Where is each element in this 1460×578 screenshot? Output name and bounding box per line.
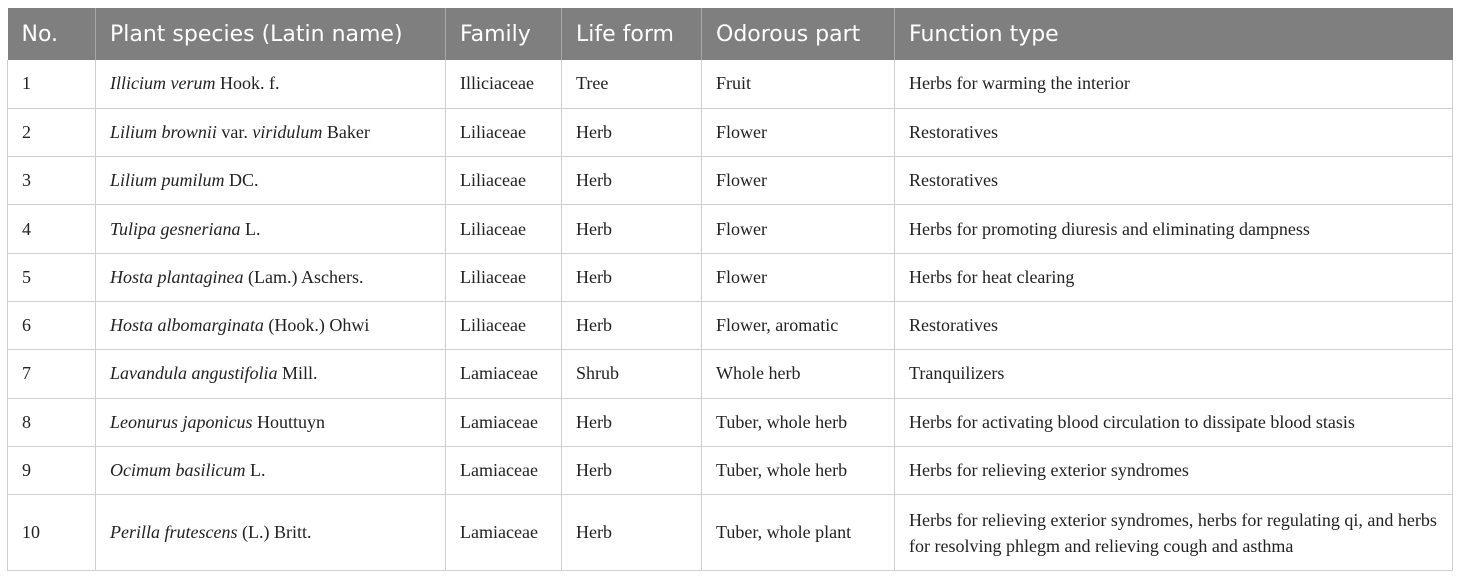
- cell-species: [96, 398, 446, 446]
- cell-function-type: Tranquilizers: [895, 350, 1453, 398]
- header-function-type: Function type: [909, 21, 1059, 47]
- cell-no: 1: [8, 60, 96, 108]
- latin-name: Illicium verum: [110, 73, 216, 94]
- header-life-form: Life form: [562, 8, 702, 60]
- cell-no: 4: [8, 205, 96, 253]
- authority: L.: [240, 218, 261, 239]
- table-row: [8, 446, 1453, 494]
- cell-family: Liliaceae: [446, 253, 562, 301]
- cell-life-form: Herb: [562, 495, 702, 571]
- cell-species: [96, 108, 446, 156]
- table-row: [8, 108, 1453, 156]
- cell-function-type: Herbs for promoting diuresis and eliminating dampness: [895, 205, 1453, 253]
- latin-name: Ocimum basilicum: [110, 460, 246, 481]
- latin-name: Lavandula angustifolia: [110, 363, 278, 384]
- cell-odorous-part: Flower: [702, 157, 895, 205]
- cell-family: Liliaceae: [446, 205, 562, 253]
- latin-name: Hosta plantaginea: [110, 266, 244, 287]
- cell-family: Lamiaceae: [446, 495, 562, 571]
- table-row: [8, 301, 1453, 349]
- cell-function-type: Restoratives: [895, 157, 1453, 205]
- cell-odorous-part: Flower, aromatic: [702, 301, 895, 349]
- table-header-row: [8, 8, 1453, 60]
- authority: Baker: [322, 121, 370, 142]
- cell-life-form: Herb: [562, 446, 702, 494]
- header-odorous-part: Odorous part: [702, 8, 895, 60]
- cell-family: Lamiaceae: [446, 398, 562, 446]
- cell-life-form: Tree: [562, 60, 702, 108]
- cell-species: [96, 495, 446, 571]
- authority: L.: [245, 460, 266, 481]
- authority: (Lam.) Aschers.: [243, 266, 364, 287]
- cell-function-type: Herbs for warming the interior: [895, 60, 1453, 108]
- authority: (L.) Britt.: [237, 522, 312, 543]
- cell-no: 7: [8, 350, 96, 398]
- cell-no: 3: [8, 157, 96, 205]
- authority: Hook. f.: [215, 73, 280, 94]
- cell-species: [96, 253, 446, 301]
- cell-species: [96, 60, 446, 108]
- rank-marker: var.: [216, 121, 253, 142]
- cell-species: [96, 157, 446, 205]
- header-plant-species: Plant species (Latin name): [96, 8, 446, 60]
- cell-species: [96, 205, 446, 253]
- cell-no: 2: [8, 108, 96, 156]
- authority: Houttuyn: [252, 411, 326, 432]
- cell-odorous-part: Flower: [702, 108, 895, 156]
- table-row: [8, 495, 1453, 571]
- cell-life-form: Shrub: [562, 350, 702, 398]
- cell-function-type: Herbs for relieving exterior syndromes: [895, 446, 1453, 494]
- cell-family: Lamiaceae: [446, 446, 562, 494]
- table-row: [8, 205, 1453, 253]
- cell-family: Illiciaceae: [446, 60, 562, 108]
- cell-family: Lamiaceae: [446, 350, 562, 398]
- cell-odorous-part: Whole herb: [702, 350, 895, 398]
- cell-function-type: Herbs for heat clearing: [895, 253, 1453, 301]
- latin-name-infraspecific: viridulum: [252, 121, 323, 142]
- latin-name: Tulipa gesneriana: [110, 218, 241, 239]
- cell-life-form: Herb: [562, 157, 702, 205]
- latin-name: Lilium brownii: [110, 121, 217, 142]
- table-row: [8, 350, 1453, 398]
- cell-odorous-part: Fruit: [702, 60, 895, 108]
- header-no: No.: [8, 8, 96, 60]
- latin-name: Perilla frutescens: [110, 522, 238, 543]
- cell-function-type: Herbs for relieving exterior syndromes, herbs for regulating qi, and herbs for resolving phlegm and relieving cough and asthma: [895, 495, 1453, 571]
- table-row: [8, 157, 1453, 205]
- cell-function-type: Restoratives: [895, 301, 1453, 349]
- cell-odorous-part: Flower: [702, 205, 895, 253]
- authority: DC.: [224, 170, 259, 191]
- cell-no: 10: [8, 495, 96, 571]
- cell-life-form: Herb: [562, 205, 702, 253]
- table-row: [8, 60, 1453, 108]
- cell-family: Liliaceae: [446, 108, 562, 156]
- latin-name: Lilium pumilum: [110, 170, 225, 191]
- cell-species: [96, 301, 446, 349]
- latin-name: Hosta albomarginata: [110, 315, 264, 336]
- cell-no: 5: [8, 253, 96, 301]
- cell-odorous-part: Tuber, whole plant: [702, 495, 895, 571]
- cell-life-form: Herb: [562, 398, 702, 446]
- cell-species: [96, 350, 446, 398]
- cell-family: Liliaceae: [446, 301, 562, 349]
- table-row: [8, 398, 1453, 446]
- authority: Mill.: [277, 363, 318, 384]
- cell-no: 9: [8, 446, 96, 494]
- cell-life-form: Herb: [562, 301, 702, 349]
- cell-family: Liliaceae: [446, 157, 562, 205]
- cell-function-type: Restoratives: [895, 108, 1453, 156]
- header-family: Family: [446, 8, 562, 60]
- plant-table-container: [7, 8, 1452, 571]
- cell-function-type: Herbs for activating blood circulation to dissipate blood stasis: [895, 398, 1453, 446]
- cell-no: 6: [8, 301, 96, 349]
- latin-name: Leonurus japonicus: [110, 411, 253, 432]
- cell-life-form: Herb: [562, 253, 702, 301]
- cell-odorous-part: Tuber, whole herb: [702, 398, 895, 446]
- cell-odorous-part: Tuber, whole herb: [702, 446, 895, 494]
- table-row: [8, 253, 1453, 301]
- cell-no: 8: [8, 398, 96, 446]
- cell-life-form: Herb: [562, 108, 702, 156]
- plant-species-table: [7, 8, 1453, 571]
- cell-species: [96, 446, 446, 494]
- authority: (Hook.) Ohwi: [263, 315, 370, 336]
- cell-odorous-part: Flower: [702, 253, 895, 301]
